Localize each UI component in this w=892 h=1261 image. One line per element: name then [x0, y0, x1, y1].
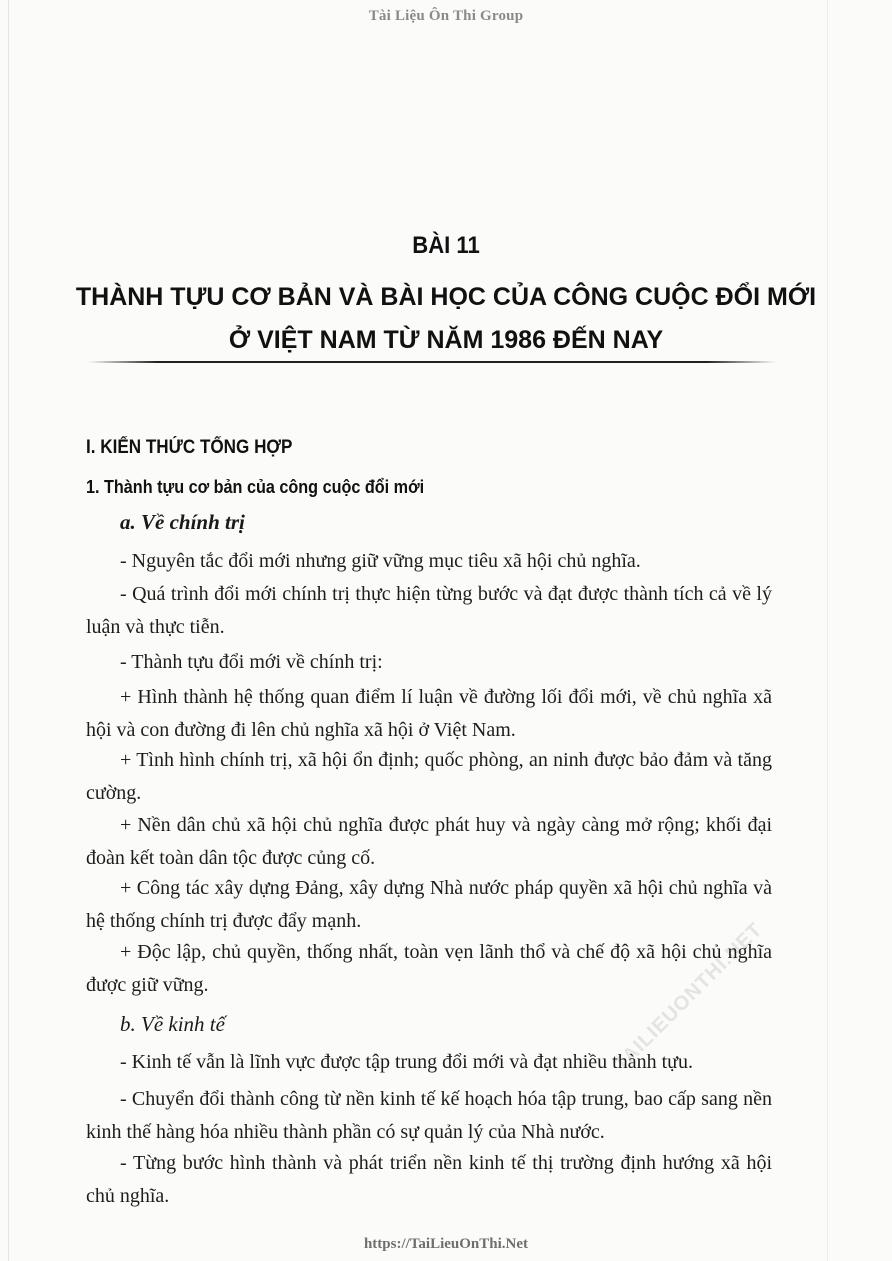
lesson-title-line-1: THÀNH TỰU CƠ BẢN VÀ BÀI HỌC CỦA CÔNG CUỘC ĐỔI MỚI	[75, 283, 817, 311]
politics-paragraph: + Công tác xây dựng Đảng, xây dựng Nhà nước pháp quyền xã hội chủ nghĩa và hệ thống chính trị được đẩy mạnh.	[86, 877, 772, 932]
economy-paragraph: - Từng bước hình thành và phát triển nền kinh tế thị trường định hướng xã hội chủ nghĩa.	[86, 1152, 772, 1207]
economy-heading: b. Về kinh tế	[120, 1012, 225, 1036]
economy-paragraph: - Chuyển đổi thành công từ nền kinh tế kế hoạch hóa tập trung, bao cấp sang nền kinh thế hàng hóa nhiều thành phần có sự quản lý của Nhà nước.	[86, 1088, 772, 1143]
lesson-number: BÀI 11	[412, 232, 480, 259]
politics-paragraph: - Nguyên tắc đổi mới nhưng giữ vững mục tiêu xã hội chủ nghĩa.	[120, 550, 641, 572]
politics-paragraph: + Độc lập, chủ quyền, thống nhất, toàn vẹn lãnh thổ và chế độ xã hội chủ nghĩa được giữ vững.	[86, 941, 772, 996]
lesson-title-line-2: Ở VIỆT NAM TỪ NĂM 1986 ĐẾN NAY	[228, 326, 664, 354]
politics-paragraph: + Nền dân chủ xã hội chủ nghĩa được phát huy và ngày càng mở rộng; khối đại đoàn kết toàn dân tộc được củng cố.	[86, 814, 772, 869]
header-watermark: Tài Liệu Ôn Thi Group	[368, 8, 524, 24]
diagonal-watermark: TAILIEUONTHI.NET	[610, 918, 768, 1076]
title-divider	[88, 361, 776, 363]
politics-paragraph: - Quá trình đổi mới chính trị thực hiện từng bước và đạt được thành tích cả về lý luận và thực tiễn.	[86, 583, 772, 638]
economy-paragraph: - Kinh tế vẫn là lĩnh vực được tập trung đổi mới và đạt nhiều thành tựu.	[120, 1051, 693, 1073]
politics-paragraph: + Tình hình chính trị, xã hội ổn định; quốc phòng, an ninh được bảo đảm và tăng cường.	[86, 749, 772, 804]
footer-watermark: https://TaiLieuOnThi.Net	[363, 1236, 529, 1252]
subsection-heading: 1. Thành tựu cơ bản của công cuộc đổi mới	[86, 477, 425, 497]
politics-heading: a. Về chính trị	[120, 510, 245, 534]
politics-paragraph: + Hình thành hệ thống quan điểm lí luận về đường lối đổi mới, về chủ nghĩa xã hội và con đường đi lên chủ nghĩa xã hội ở Việt Nam.	[86, 686, 772, 741]
politics-paragraph: - Thành tựu đổi mới về chính trị:	[120, 651, 383, 673]
section-heading: I. KIẾN THỨC TỔNG HỢP	[86, 437, 293, 458]
